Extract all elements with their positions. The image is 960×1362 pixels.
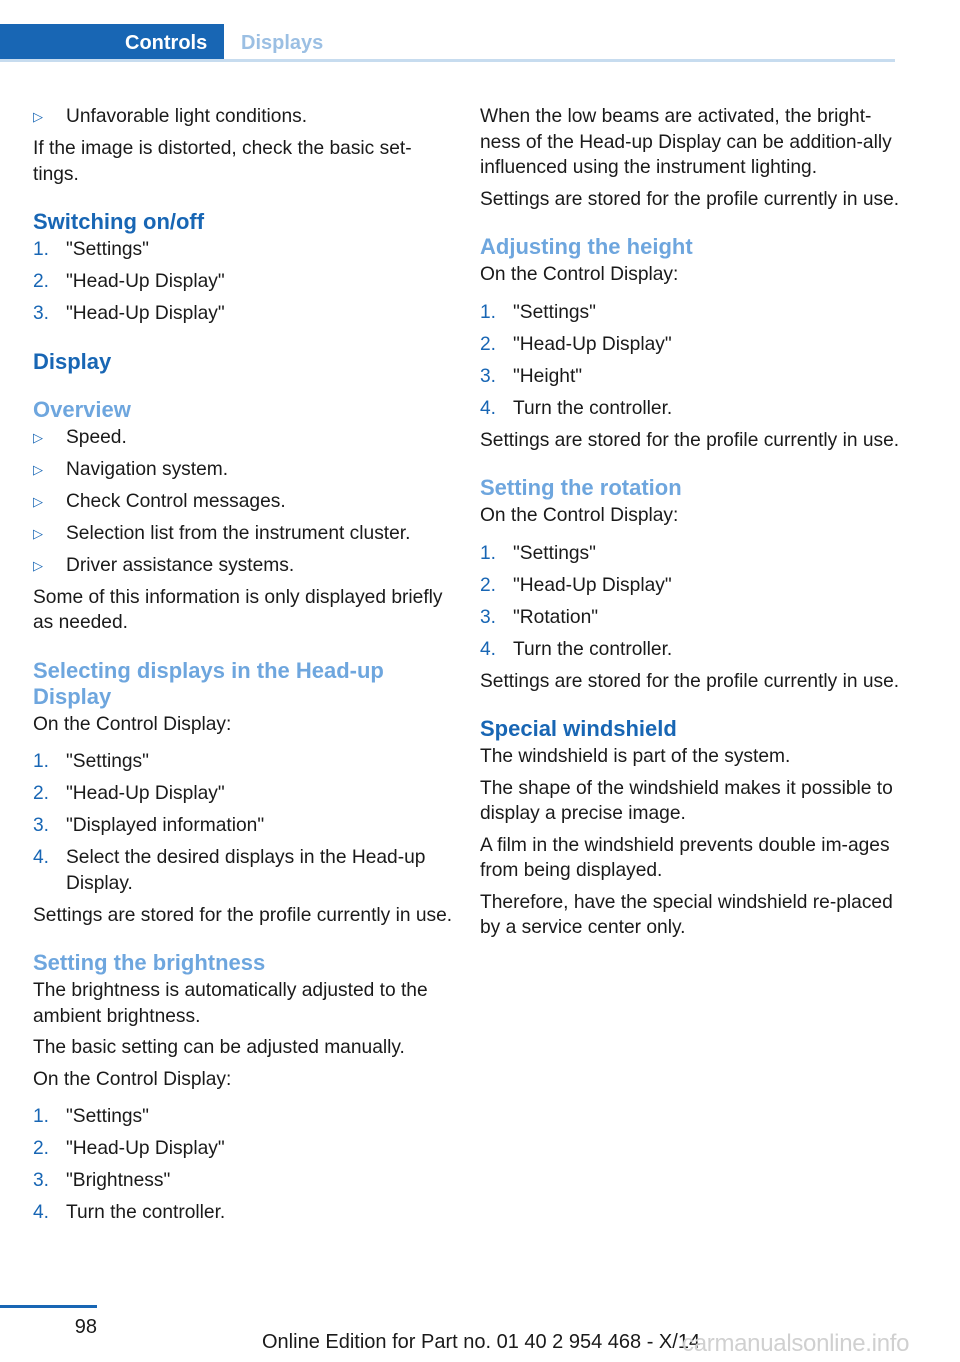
step-number: 2.	[33, 271, 50, 292]
triangle-bullet-icon: ▷	[33, 461, 43, 477]
windshield-paragraph: A film in the windshield prevents double im‐ages from being displayed.	[480, 834, 890, 881]
heading-switching: Switching on/off	[33, 209, 205, 234]
settings-stored-paragraph: Settings are stored for the profile currently in use.	[480, 188, 900, 210]
footer-rule	[0, 1305, 97, 1308]
brightness-auto-paragraph: The brightness is automatically adjusted to the ambient brightness.	[33, 980, 428, 1027]
step-number: 4.	[480, 638, 497, 660]
watermark: carmanualsonline.info	[682, 1330, 910, 1357]
right-column	[480, 104, 900, 947]
edition-text: Online Edition for Part no. 01 40 2 954 468 - X/14	[262, 1331, 701, 1353]
step-number: 1.	[480, 542, 497, 564]
left-column	[33, 104, 453, 1232]
step-number: 3.	[33, 815, 50, 836]
switching-steps	[33, 237, 453, 327]
tab-controls[interactable]: Controls	[0, 24, 224, 62]
step-number: 2.	[480, 333, 497, 355]
list-item: 2. "Head-Up Display"	[480, 573, 900, 599]
overview-bullets	[33, 425, 453, 579]
list-item: ▷ Speed.	[33, 425, 453, 451]
selecting-steps	[33, 749, 453, 896]
list-item: 2. "Head-Up Display"	[33, 269, 453, 295]
brightness-manual-paragraph: The basic setting can be adjusted manually.	[33, 1037, 405, 1058]
list-item: 4. Turn the controller.	[480, 637, 900, 663]
list-item: 3. "Brightness"	[33, 1168, 453, 1194]
on-control-display-label: On the Control Display:	[480, 505, 679, 526]
list-item: 1. "Settings"	[33, 749, 453, 775]
list-item: 1. "Settings"	[33, 1104, 453, 1130]
page-number: 98	[74, 1316, 97, 1338]
heading-rotation: Setting the rotation	[480, 475, 682, 500]
height-steps	[480, 300, 900, 422]
list-item: 3. "Height"	[480, 364, 900, 390]
heading-height: Adjusting the height	[480, 234, 693, 259]
windshield-paragraph: The windshield is part of the system.	[480, 746, 791, 767]
step-number: 2.	[33, 783, 50, 804]
heading-special-windshield: Special windshield	[480, 716, 677, 741]
step-number: 2.	[33, 1138, 50, 1159]
list-item: 2. "Head-Up Display"	[33, 1136, 453, 1162]
tab-displays[interactable]: Displays	[241, 32, 324, 54]
triangle-bullet-icon: ▷	[33, 557, 43, 573]
on-control-display-label: On the Control Display:	[33, 713, 232, 735]
step-number: 1.	[480, 301, 497, 323]
step-number: 4.	[33, 847, 50, 868]
windshield-paragraph: Therefore, have the special windshield re‐placed by a service center only.	[480, 891, 893, 938]
list-item: ▷ Driver assistance systems.	[33, 553, 453, 579]
triangle-bullet-icon: ▷	[33, 493, 43, 509]
step-number: 2.	[480, 574, 497, 596]
step-number: 1.	[33, 751, 50, 772]
step-number: 1.	[33, 1106, 50, 1127]
heading-display: Display	[33, 348, 112, 374]
list-item: 1. "Settings"	[33, 237, 453, 263]
list-item: ▷ Navigation system.	[33, 457, 453, 483]
header-rule	[0, 59, 895, 62]
list-item: 3. "Head-Up Display"	[33, 301, 453, 327]
chapter-header	[0, 24, 895, 62]
step-number: 4.	[480, 397, 497, 419]
list-item: 2. "Head-Up Display"	[33, 781, 453, 807]
heading-selecting-displays: Selecting displays in the Head-up Display	[33, 657, 384, 709]
step-number: 3.	[33, 1170, 50, 1191]
step-number: 3.	[33, 303, 50, 324]
list-item: ▷ Selection list from the instrument cluster.	[33, 521, 453, 547]
brightness-steps	[33, 1104, 453, 1226]
step-number: 3.	[480, 606, 497, 628]
heading-overview: Overview	[33, 396, 131, 422]
triangle-bullet-icon: ▷	[33, 525, 43, 541]
list-item: 2. "Head-Up Display"	[480, 332, 900, 358]
triangle-bullet-icon: ▷	[33, 109, 43, 124]
step-number: 1.	[33, 239, 50, 260]
settings-stored-paragraph: Settings are stored for the profile currently in use.	[480, 670, 900, 692]
windshield-paragraph: The shape of the windshield makes it possible to display a precise image.	[480, 777, 893, 824]
list-item: 4. Turn the controller.	[33, 1200, 453, 1226]
list-item: ▷ Unfavorable light conditions.	[33, 104, 453, 130]
step-number: 3.	[480, 365, 497, 387]
list-item: 3. "Rotation"	[480, 605, 900, 631]
triangle-bullet-icon: ▷	[33, 429, 43, 445]
on-control-display-label: On the Control Display:	[33, 1068, 232, 1090]
list-item: 4. Turn the controller.	[480, 396, 900, 422]
intro-bullets	[33, 104, 453, 130]
low-beams-paragraph: When the low beams are activated, the bright‐ness of the Head-up Display can be addition‐ally influenced using the instrument lighting.	[480, 106, 892, 178]
some-info-paragraph: Some of this information is only displayed briefly as needed.	[33, 586, 443, 633]
settings-stored-paragraph: Settings are stored for the profile currently in use.	[33, 904, 453, 926]
list-item: 1. "Settings"	[480, 300, 900, 326]
list-item: ▷ Check Control messages.	[33, 489, 453, 515]
distorted-paragraph: If the image is distorted, check the basic set‐tings.	[33, 138, 412, 185]
list-item: 1. "Settings"	[480, 541, 900, 567]
settings-stored-paragraph: Settings are stored for the profile currently in use.	[480, 429, 900, 451]
step-number: 4.	[33, 1202, 50, 1223]
list-item: 4. Select the desired displays in the Head-up Display.	[33, 847, 426, 894]
list-item: 3. "Displayed information"	[33, 813, 453, 839]
rotation-steps	[480, 541, 900, 663]
on-control-display-label: On the Control Display:	[480, 264, 679, 285]
heading-brightness: Setting the brightness	[33, 950, 266, 975]
